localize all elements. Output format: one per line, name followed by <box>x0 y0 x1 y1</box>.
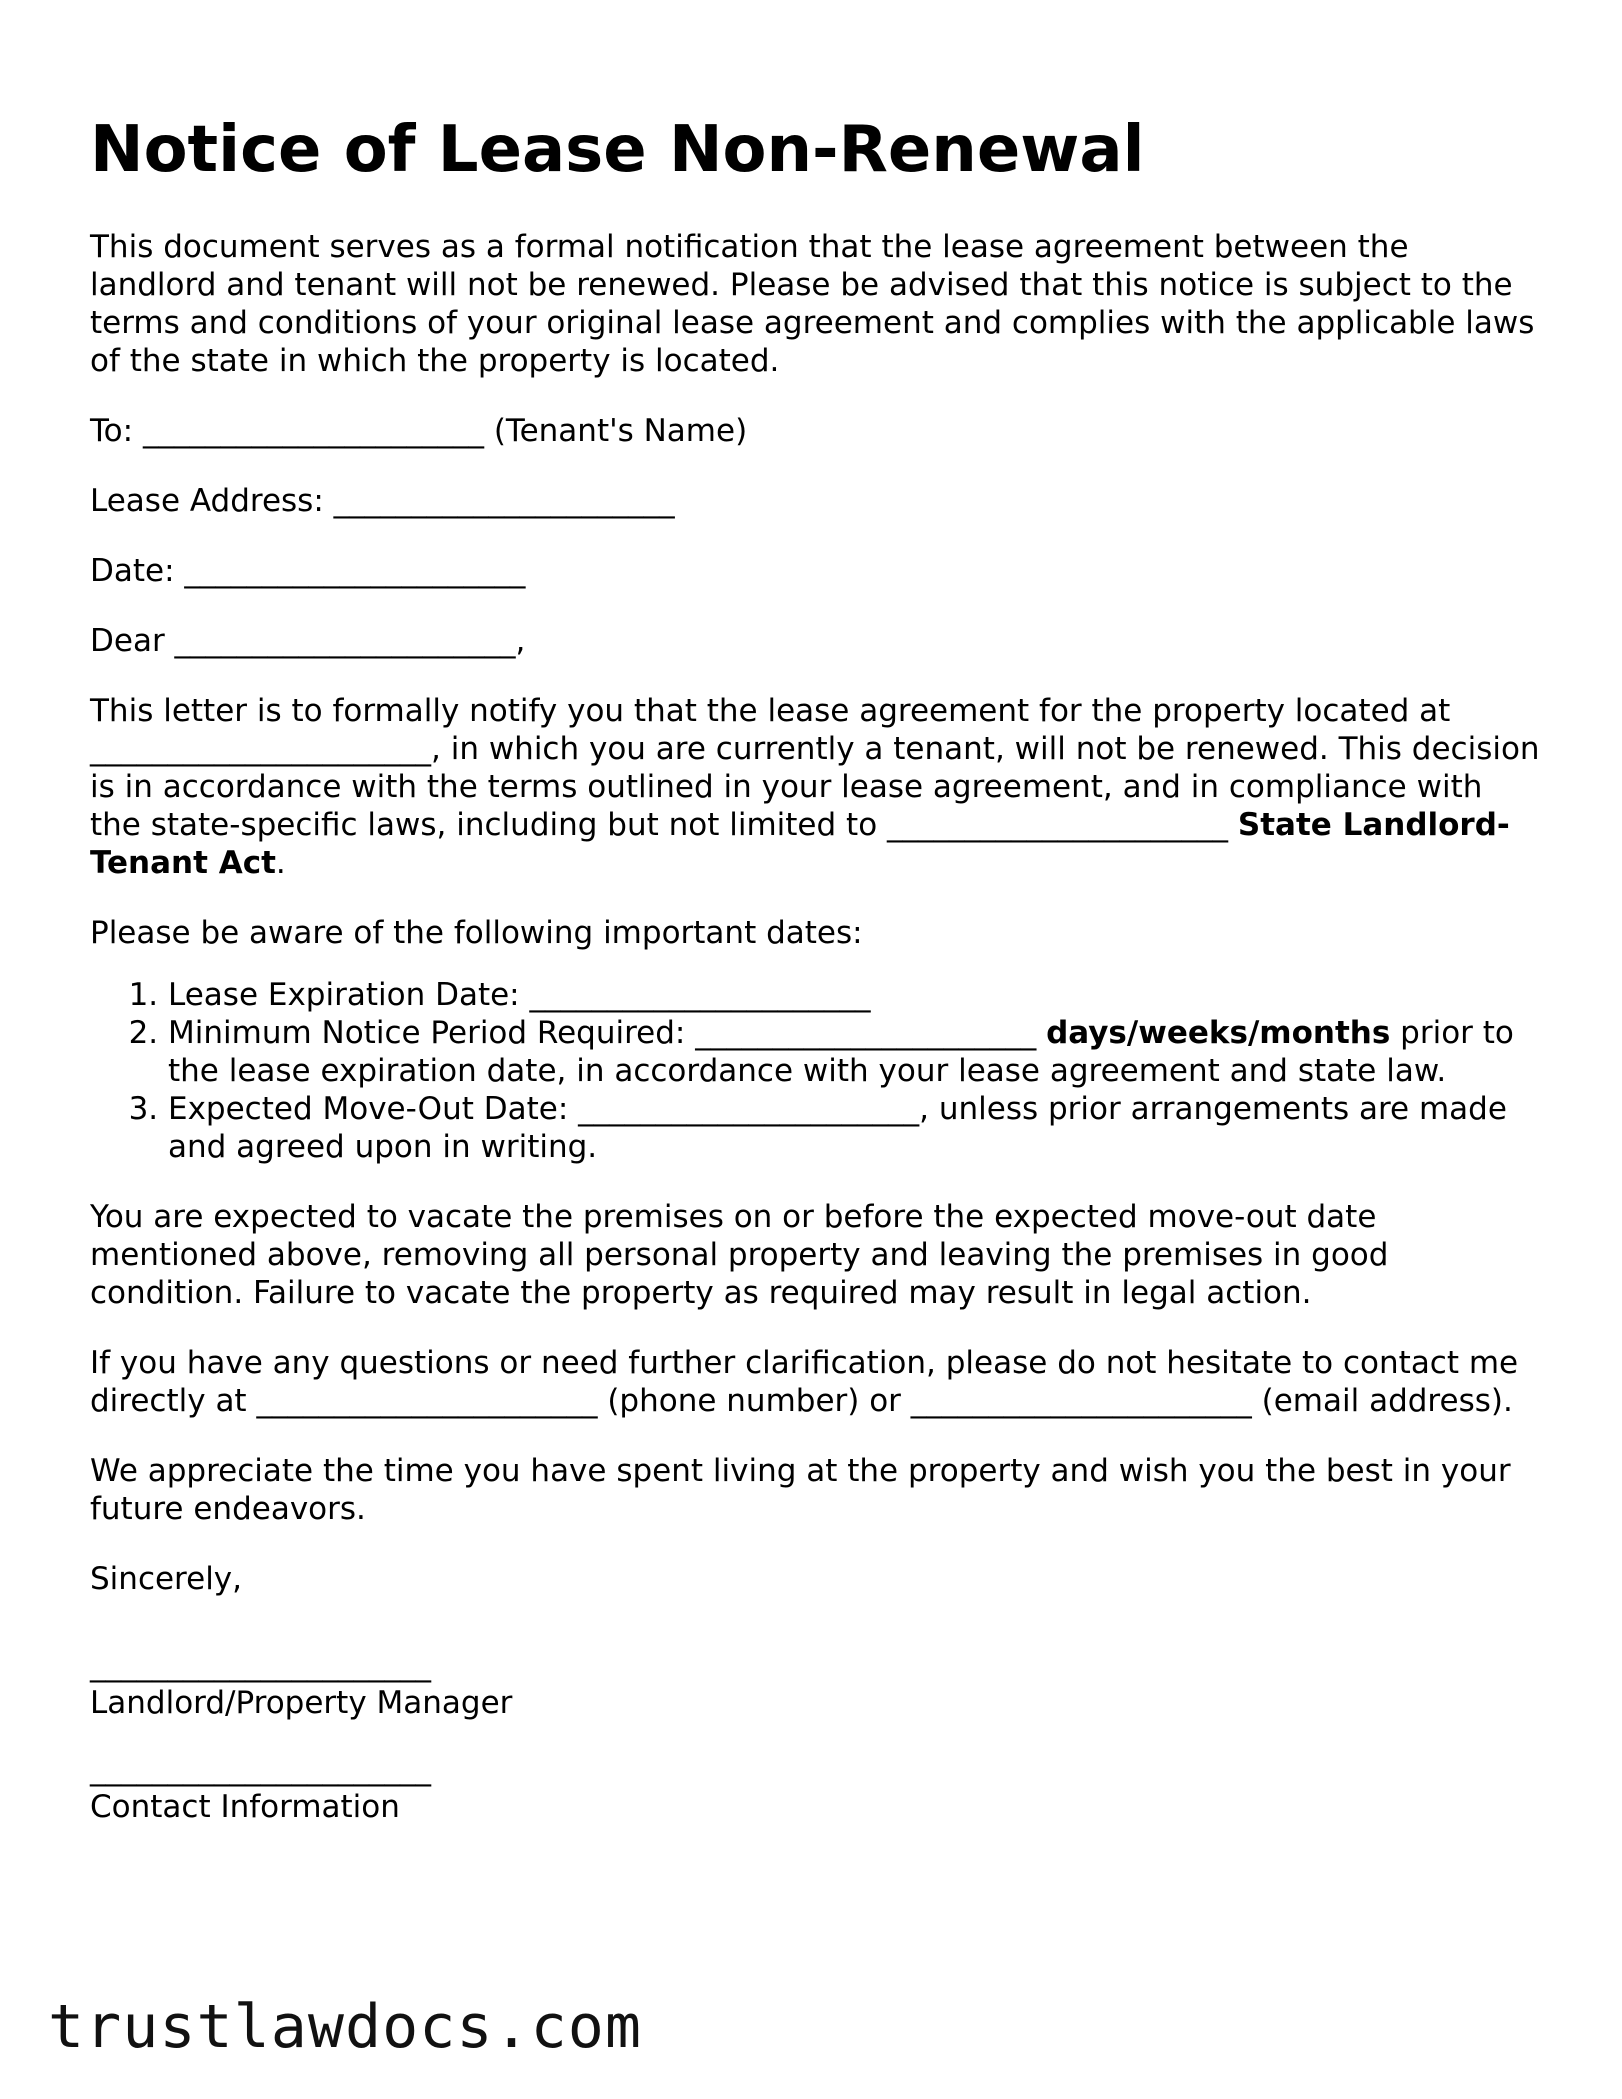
notify-paragraph <box>90 692 1540 882</box>
dear-label: Dear <box>90 623 165 659</box>
notice-period-rest: prior to the lease expiration date, in accordance with your lease agreement and state law. <box>168 1015 1514 1089</box>
to-line <box>90 412 1540 450</box>
landlord-signature-line: ______________________ <box>90 1647 431 1683</box>
intro-paragraph: This document serves as a formal notification that the lease agreement between the landlord and tenant will not be renewed. Please be advised that this notice is subject to the terms and conditions of your original lease agreement and complies with the applicable laws of the state in which the property is located. <box>90 229 1535 379</box>
landlord-signature-label: Landlord/Property Manager <box>90 1685 513 1721</box>
state-act-text: State Landlord-Tenant Act <box>90 807 1510 881</box>
lease-address-blank: ______________________ <box>333 483 675 519</box>
lease-address-line <box>90 482 1540 520</box>
email-blank: ______________________ <box>910 1383 1252 1419</box>
state-blank: ______________________ <box>887 807 1229 843</box>
notice-period-label: Minimum Notice Period Required: <box>168 1015 686 1051</box>
document-page <box>90 110 1540 1826</box>
notify-text-2: , in which you are currently a tenant, will not be renewed. This decision is in accordance with the terms outlined in your lease agreement, and in compliance with the state-specific laws, including but not limited to <box>90 731 1540 843</box>
to-label: To: <box>90 413 134 449</box>
page-title: Notice of Lease Non-Renewal <box>90 113 1145 187</box>
contact-text-1: If you have any questions or need further clarification, please do not hesitate to contact me directly at <box>90 1345 1519 1419</box>
contact-text-3: (email address). <box>1261 1383 1513 1419</box>
notice-period-blank: ______________________ <box>695 1015 1037 1051</box>
list-item <box>168 976 1540 1014</box>
dear-line <box>90 622 1540 660</box>
contact-text-2: (phone number) or <box>607 1383 901 1419</box>
list-item <box>168 1014 1540 1090</box>
date-label: Date: <box>90 553 175 589</box>
lease-address-label: Lease Address: <box>90 483 324 519</box>
closing-text: Sincerely, <box>90 1561 243 1597</box>
notify-end: . <box>275 845 286 881</box>
date-line <box>90 552 1540 590</box>
list-item <box>168 1090 1540 1166</box>
contact-info-line: ______________________ <box>90 1751 431 1787</box>
phone-blank: ______________________ <box>256 1383 598 1419</box>
appreciate-paragraph: We appreciate the time you have spent living at the property and wish you the best in your future endeavors. <box>90 1453 1511 1527</box>
to-suffix: (Tenant's Name) <box>493 413 748 449</box>
notify-text-1: This letter is to formally notify you that the lease agreement for the property located at <box>90 693 1451 729</box>
date-blank: ______________________ <box>184 553 526 589</box>
dear-blank: ______________________ <box>174 623 516 659</box>
dear-suffix: , <box>515 623 526 659</box>
tenant-name-blank: ______________________ <box>142 413 484 449</box>
lease-expiration-label: Lease Expiration Date: <box>168 977 520 1013</box>
contact-info-label: Contact Information <box>90 1789 400 1825</box>
important-dates-list <box>90 976 1540 1166</box>
watermark-text: trustlawdocs.com <box>48 1992 642 2062</box>
contact-paragraph <box>90 1344 1540 1420</box>
move-out-blank: ______________________ <box>578 1091 920 1127</box>
lease-expiration-blank: ______________________ <box>529 977 871 1013</box>
dates-intro: Please be aware of the following important dates: <box>90 915 863 951</box>
move-out-label: Expected Move-Out Date: <box>168 1091 569 1127</box>
vacate-paragraph: You are expected to vacate the premises on or before the expected move-out date mentioned above, removing all personal property and leaving the premises in good condition. Failure to vacate the property as required may result in legal action. <box>90 1199 1389 1311</box>
move-out-rest: , unless prior arrangements are made and agreed upon in writing. <box>168 1091 1507 1165</box>
notice-period-units: days/weeks/months <box>1046 1015 1391 1051</box>
property-location-blank: ______________________ <box>90 731 431 767</box>
